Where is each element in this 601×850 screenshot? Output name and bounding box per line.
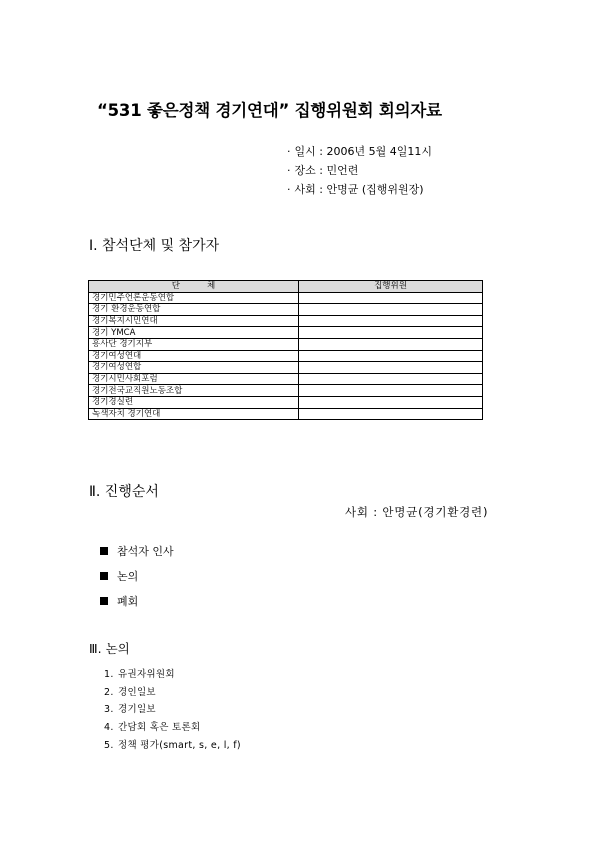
member-cell [299, 396, 483, 408]
org-cell: 경기시민사회포럼 [89, 373, 299, 385]
table-header-row [89, 281, 483, 293]
bullet-dot: · [287, 164, 291, 177]
square-bullet-icon [100, 547, 108, 555]
member-cell [299, 327, 483, 339]
member-cell [299, 304, 483, 316]
participants-table [88, 280, 483, 420]
table-row [89, 350, 483, 362]
table-row [89, 373, 483, 385]
date-value: 2006년 5월 4일11시 [326, 145, 432, 158]
member-cell [299, 292, 483, 304]
table-row [89, 315, 483, 327]
discussion-item: 2. 경인일보 [104, 687, 156, 698]
square-bullet-icon [100, 572, 108, 580]
agenda-item: 폐회 [100, 593, 138, 609]
date-sep: : [319, 145, 323, 158]
member-cell [299, 338, 483, 350]
place-label: 장소 [294, 164, 316, 177]
member-cell [299, 350, 483, 362]
bullet-dot: · [287, 183, 291, 196]
org-cell: 경기여성연합 [89, 362, 299, 374]
date-label: 일시 [294, 145, 316, 158]
org-cell: 경기복지시민연대 [89, 315, 299, 327]
org-cell: 경기민주언론운동연합 [89, 292, 299, 304]
org-cell: 경기경실련 [89, 396, 299, 408]
agenda-item: 논의 [100, 568, 138, 584]
discussion-item: 1. 유권자위원회 [104, 669, 175, 680]
document-title: “531 좋은정책 경기연대” 집행위원회 회의자료 [97, 101, 442, 120]
table-row [89, 338, 483, 350]
table-row [89, 408, 483, 420]
org-cell: 녹색자치 경기연대 [89, 408, 299, 420]
header-org: 단 체 [89, 281, 299, 293]
member-cell [299, 385, 483, 397]
moderator-value: 안명균 (집행위원장) [326, 183, 424, 196]
meeting-date [287, 143, 432, 159]
org-cell: 경기여성연대 [89, 350, 299, 362]
section2-moderator: 사회 : 안명균(경기환경련) [345, 505, 489, 519]
table-body [89, 292, 483, 420]
discussion-item: 5. 정책 평가(smart, s, e, l, f) [104, 740, 241, 751]
meeting-place [287, 162, 358, 178]
meeting-moderator [287, 181, 424, 197]
section1-heading: Ⅰ. 참석단체 및 참가자 [89, 238, 220, 254]
bullet-dot: · [287, 145, 291, 158]
member-cell [299, 373, 483, 385]
place-value: 민언련 [326, 164, 359, 177]
table-row [89, 362, 483, 374]
org-cell: 경기 YMCA [89, 327, 299, 339]
moderator-sep: : [319, 183, 323, 196]
org-cell: 흥사단 경기지부 [89, 338, 299, 350]
table-row [89, 385, 483, 397]
agenda-item: 참석자 인사 [100, 543, 174, 559]
org-cell: 경기전국교직원노동조합 [89, 385, 299, 397]
member-cell [299, 362, 483, 374]
org-cell: 경기 환경운동연합 [89, 304, 299, 316]
header-member: 집행위원 [299, 281, 483, 293]
table-row [89, 292, 483, 304]
moderator-label: 사회 [294, 183, 316, 196]
member-cell [299, 315, 483, 327]
section3-heading: Ⅲ. 논의 [89, 641, 130, 656]
table-row [89, 304, 483, 316]
table-row [89, 327, 483, 339]
member-cell [299, 408, 483, 420]
discussion-item: 4. 간담회 혹은 토론회 [104, 722, 201, 733]
discussion-item: 3. 경기일보 [104, 704, 156, 715]
table-row [89, 396, 483, 408]
place-sep: : [319, 164, 323, 177]
square-bullet-icon [100, 597, 108, 605]
section2-heading: Ⅱ. 진행순서 [89, 484, 159, 500]
